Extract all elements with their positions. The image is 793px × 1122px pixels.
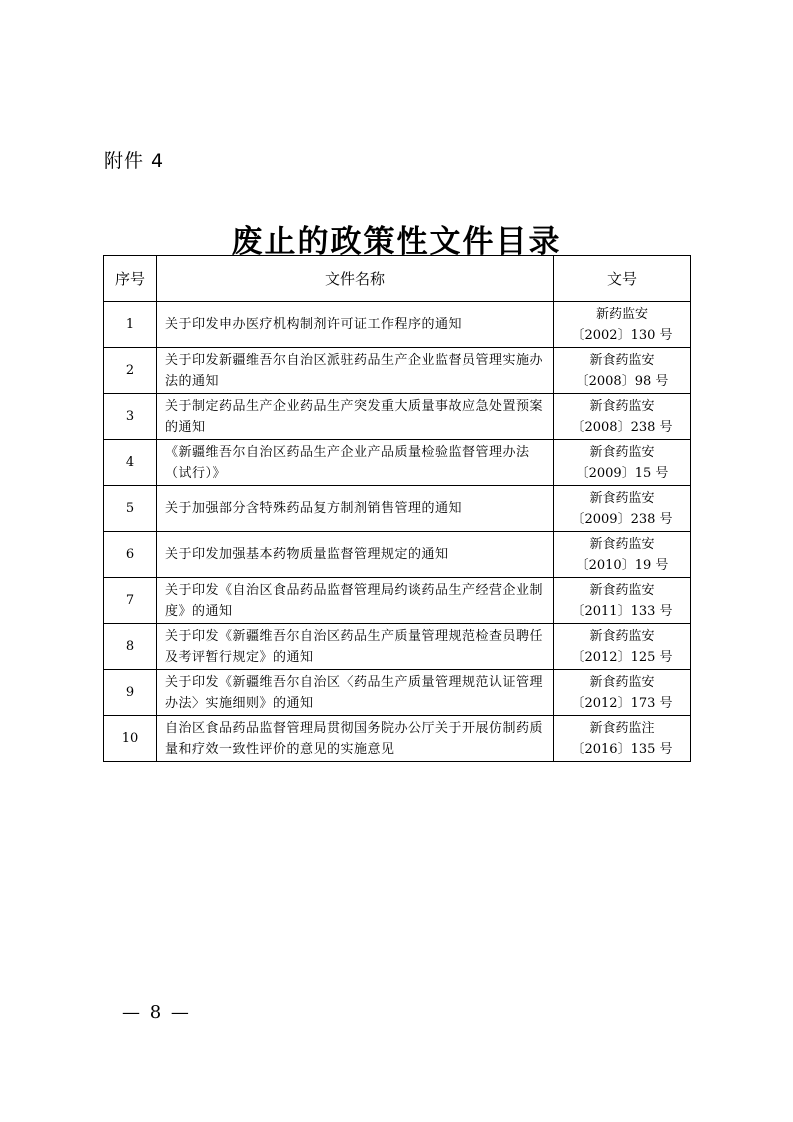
row-doc-number (554, 486, 691, 532)
attachment-label: 附件 4 (104, 150, 165, 172)
doc-number-year: 〔2012〕173 号 (571, 695, 673, 711)
table-row (104, 440, 691, 486)
table-row (104, 624, 691, 670)
doc-number-prefix: 新食药监安 (589, 490, 655, 506)
doc-number-year: 〔2016〕135 号 (571, 741, 673, 757)
header-name: 文件名称 (157, 256, 554, 302)
doc-number-prefix: 新食药监安 (589, 444, 655, 460)
row-document-name: 关于印发《新疆维吾尔自治区〈药品生产质量管理规范认证管理办法〉实施细则》的通知 (157, 670, 554, 716)
row-doc-number (554, 624, 691, 670)
doc-number-prefix: 新食药监安 (589, 582, 655, 598)
row-doc-number (554, 532, 691, 578)
row-doc-number (554, 348, 691, 394)
doc-number-year: 〔2008〕238 号 (571, 419, 673, 435)
row-document-name: 自治区食品药品监督管理局贯彻国务院办公厅关于开展仿制药质量和疗效一致性评价的意见的实施意见 (157, 716, 554, 762)
doc-number-year: 〔2009〕15 号 (575, 465, 669, 481)
doc-number-prefix: 新药监安 (595, 306, 648, 322)
row-doc-number (554, 578, 691, 624)
doc-number-year: 〔2010〕19 号 (575, 557, 669, 573)
table-row (104, 394, 691, 440)
doc-number-year: 〔2002〕130 号 (571, 327, 673, 343)
doc-number-year: 〔2012〕125 号 (571, 649, 673, 665)
row-document-name: 关于印发《新疆维吾尔自治区药品生产质量管理规范检查员聘任及考评暂行规定》的通知 (157, 624, 554, 670)
document-table (103, 255, 691, 762)
row-seq: 9 (104, 670, 157, 716)
table-row (104, 348, 691, 394)
table-row (104, 578, 691, 624)
row-seq: 5 (104, 486, 157, 532)
row-doc-number (554, 440, 691, 486)
row-seq: 7 (104, 578, 157, 624)
row-document-name: 关于加强部分含特殊药品复方制剂销售管理的通知 (157, 486, 554, 532)
doc-number-prefix: 新食药监安 (589, 352, 655, 368)
doc-number-prefix: 新食药监安 (589, 536, 655, 552)
row-doc-number (554, 670, 691, 716)
doc-number-prefix: 新食药监安 (589, 628, 655, 644)
row-document-name: 关于印发申办医疗机构制剂许可证工作程序的通知 (157, 302, 554, 348)
page-title: 废止的政策性文件目录 (231, 224, 562, 260)
table-row (104, 486, 691, 532)
row-seq: 4 (104, 440, 157, 486)
row-document-name: 关于制定药品生产企业药品生产突发重大质量事故应急处置预案的通知 (157, 394, 554, 440)
page-number: — 8 — (122, 1002, 191, 1023)
table-row (104, 532, 691, 578)
doc-number-prefix: 新食药监安 (589, 398, 655, 414)
row-seq: 8 (104, 624, 157, 670)
doc-number-prefix: 新食药监安 (589, 674, 655, 690)
header-seq: 序号 (104, 256, 157, 302)
row-seq: 6 (104, 532, 157, 578)
row-document-name: 关于印发新疆维吾尔自治区派驻药品生产企业监督员管理实施办法的通知 (157, 348, 554, 394)
doc-number-year: 〔2008〕98 号 (575, 373, 669, 389)
row-doc-number (554, 394, 691, 440)
row-document-name: 《新疆维吾尔自治区药品生产企业产品质量检验监督管理办法（试行）》 (157, 440, 554, 486)
row-seq: 2 (104, 348, 157, 394)
doc-number-prefix: 新食药监注 (589, 720, 655, 736)
row-doc-number (554, 716, 691, 762)
row-document-name: 关于印发《自治区食品药品监督管理局约谈药品生产经营企业制度》的通知 (157, 578, 554, 624)
table-row (104, 670, 691, 716)
row-seq: 3 (104, 394, 157, 440)
table-header-row (104, 256, 691, 302)
header-doc-number: 文号 (554, 256, 691, 302)
row-seq: 10 (104, 716, 157, 762)
doc-number-year: 〔2009〕238 号 (571, 511, 673, 527)
doc-number-year: 〔2011〕133 号 (571, 603, 673, 619)
row-seq: 1 (104, 302, 157, 348)
row-doc-number (554, 302, 691, 348)
row-document-name: 关于印发加强基本药物质量监督管理规定的通知 (157, 532, 554, 578)
table-row (104, 302, 691, 348)
table-row (104, 716, 691, 762)
